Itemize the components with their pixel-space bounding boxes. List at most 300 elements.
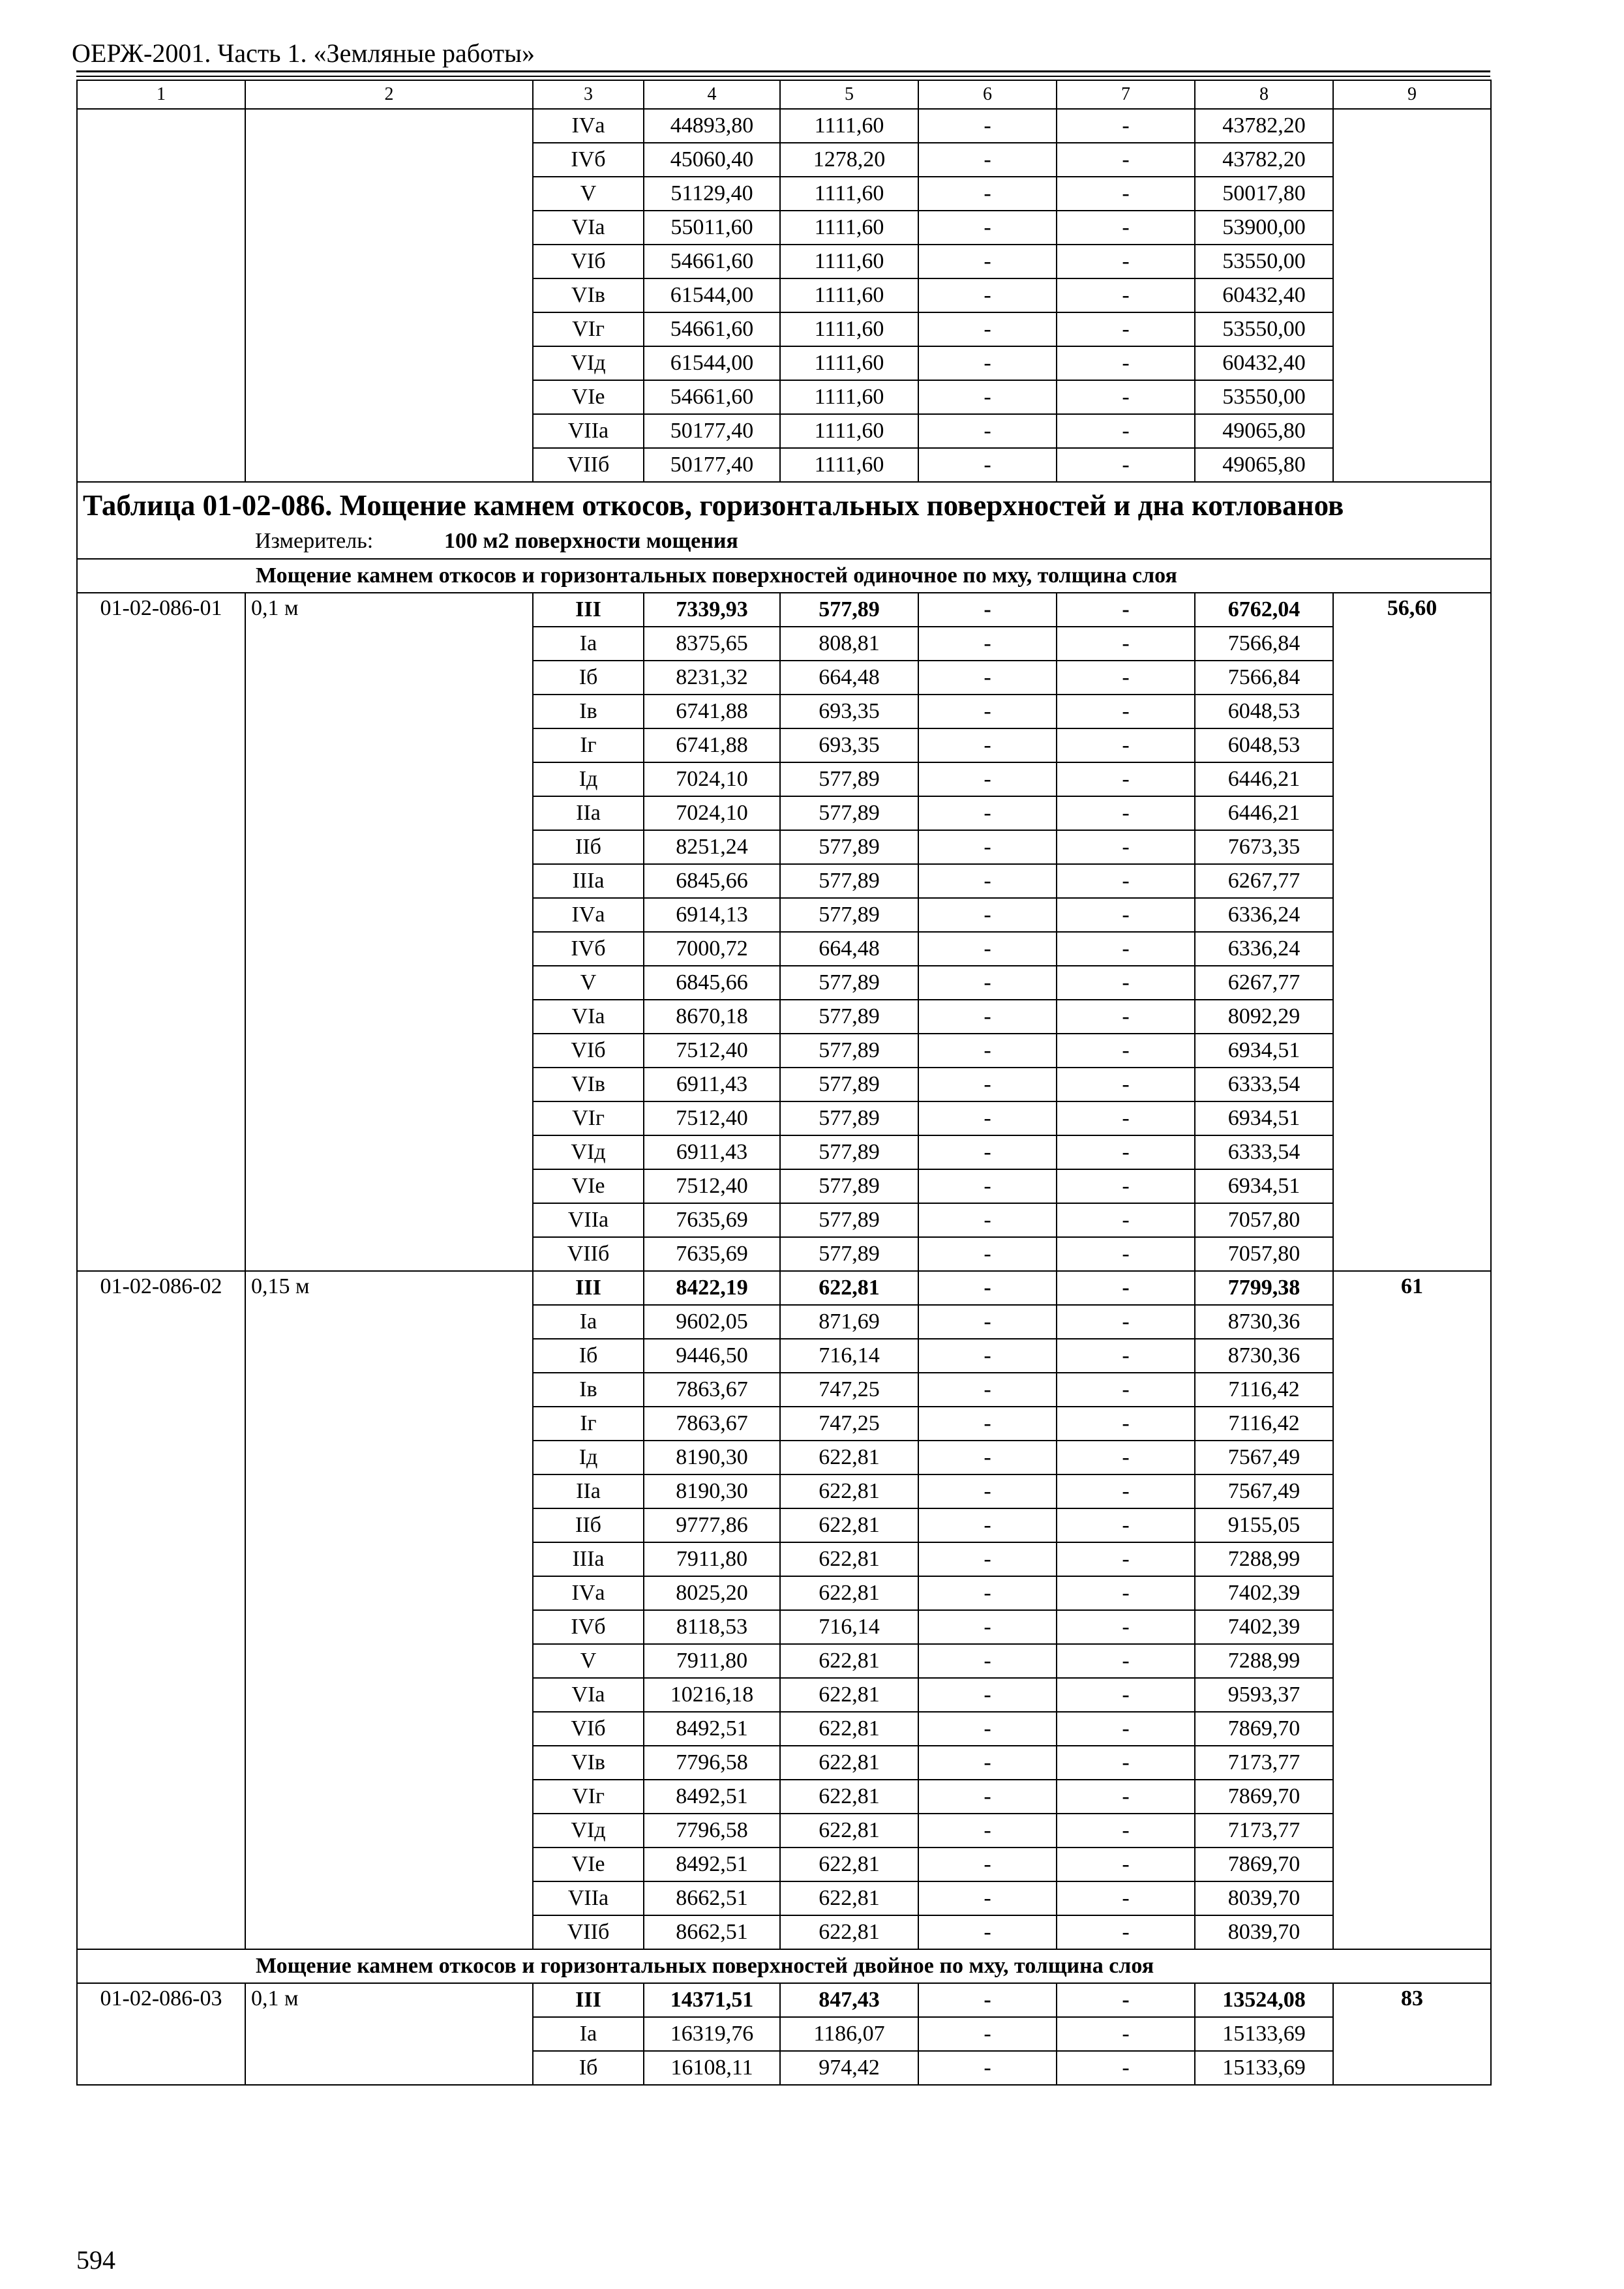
machine-wage-cell: - bbox=[1057, 414, 1195, 448]
column-number: 5 bbox=[780, 80, 918, 109]
material-cell: 6446,21 bbox=[1195, 762, 1333, 796]
wage-cell: 1111,60 bbox=[780, 380, 918, 414]
wage-cell: 577,89 bbox=[780, 796, 918, 830]
zone-cell: III bbox=[533, 593, 644, 627]
zone-cell: VIIб bbox=[533, 448, 644, 482]
wage-cell: 622,81 bbox=[780, 1678, 918, 1712]
desc-cell: 0,1 м bbox=[245, 593, 533, 1271]
total-cell: 6741,88 bbox=[644, 695, 780, 728]
material-cell: 7869,70 bbox=[1195, 1780, 1333, 1814]
wage-cell: 577,89 bbox=[780, 864, 918, 898]
zone-cell: Iв bbox=[533, 1373, 644, 1407]
zone-cell: Iг bbox=[533, 1407, 644, 1441]
wage-cell: 622,81 bbox=[780, 1780, 918, 1814]
machine-wage-cell: - bbox=[1057, 1203, 1195, 1237]
total-cell: 8251,24 bbox=[644, 830, 780, 864]
total-cell: 8190,30 bbox=[644, 1441, 780, 1474]
machine-wage-cell: - bbox=[1057, 1542, 1195, 1576]
wage-cell: 1111,60 bbox=[780, 211, 918, 245]
total-cell: 6845,66 bbox=[644, 966, 780, 1000]
zone-cell: Iб bbox=[533, 2051, 644, 2085]
page-number: 594 bbox=[76, 2245, 115, 2275]
machine-wage-cell: - bbox=[1057, 109, 1195, 143]
zone-cell: VIе bbox=[533, 380, 644, 414]
total-cell: 16319,76 bbox=[644, 2017, 780, 2051]
zone-cell: VIе bbox=[533, 1169, 644, 1203]
zone-cell: VIб bbox=[533, 1712, 644, 1746]
machine-cell: - bbox=[918, 1271, 1057, 1305]
machine-cell: - bbox=[918, 796, 1057, 830]
wage-cell: 622,81 bbox=[780, 1508, 918, 1542]
material-cell: 7116,42 bbox=[1195, 1407, 1333, 1441]
column-number: 3 bbox=[533, 80, 644, 109]
material-cell: 7288,99 bbox=[1195, 1542, 1333, 1576]
total-cell: 50177,40 bbox=[644, 414, 780, 448]
machine-wage-cell: - bbox=[1057, 2017, 1195, 2051]
wage-cell: 1111,60 bbox=[780, 414, 918, 448]
total-cell: 55011,60 bbox=[644, 211, 780, 245]
zone-cell: VIб bbox=[533, 245, 644, 278]
zone-cell: IVа bbox=[533, 898, 644, 932]
machine-wage-cell: - bbox=[1057, 1576, 1195, 1610]
total-cell: 7635,69 bbox=[644, 1237, 780, 1271]
material-cell: 53550,00 bbox=[1195, 380, 1333, 414]
machine-wage-cell: - bbox=[1057, 1237, 1195, 1271]
machine-wage-cell: - bbox=[1057, 695, 1195, 728]
total-cell: 51129,40 bbox=[644, 177, 780, 211]
table-row bbox=[77, 593, 1491, 627]
machine-cell: - bbox=[918, 966, 1057, 1000]
zone-cell: IVа bbox=[533, 1576, 644, 1610]
zone-cell: III bbox=[533, 1271, 644, 1305]
code-cell: 01-02-086-02 bbox=[77, 1271, 245, 1949]
total-cell: 7000,72 bbox=[644, 932, 780, 966]
material-cell: 50017,80 bbox=[1195, 177, 1333, 211]
machine-wage-cell: - bbox=[1057, 1441, 1195, 1474]
zone-cell: VIв bbox=[533, 1068, 644, 1101]
wage-cell: 622,81 bbox=[780, 1474, 918, 1508]
machine-cell: - bbox=[918, 143, 1057, 177]
total-cell: 7339,93 bbox=[644, 593, 780, 627]
machine-wage-cell: - bbox=[1057, 1101, 1195, 1135]
total-cell: 6845,66 bbox=[644, 864, 780, 898]
material-cell: 53900,00 bbox=[1195, 211, 1333, 245]
machine-wage-cell: - bbox=[1057, 1746, 1195, 1780]
machine-wage-cell: - bbox=[1057, 1068, 1195, 1101]
zone-cell: V bbox=[533, 1644, 644, 1678]
machine-cell: - bbox=[918, 1373, 1057, 1407]
wage-cell: 577,89 bbox=[780, 762, 918, 796]
machine-cell: - bbox=[918, 898, 1057, 932]
zone-cell: VIIа bbox=[533, 1203, 644, 1237]
total-cell: 8231,32 bbox=[644, 661, 780, 695]
wage-cell: 622,81 bbox=[780, 1814, 918, 1848]
total-cell: 7024,10 bbox=[644, 762, 780, 796]
total-cell: 54661,60 bbox=[644, 380, 780, 414]
zone-cell: Iа bbox=[533, 2017, 644, 2051]
labor-cell: 61 bbox=[1333, 1271, 1491, 1949]
machine-wage-cell: - bbox=[1057, 1169, 1195, 1203]
material-cell: 53550,00 bbox=[1195, 312, 1333, 346]
total-cell: 45060,40 bbox=[644, 143, 780, 177]
machine-cell: - bbox=[918, 1576, 1057, 1610]
machine-cell: - bbox=[918, 1407, 1057, 1441]
zone-cell: VIд bbox=[533, 346, 644, 380]
machine-wage-cell: - bbox=[1057, 1508, 1195, 1542]
machine-cell: - bbox=[918, 762, 1057, 796]
total-cell: 8492,51 bbox=[644, 1848, 780, 1881]
material-cell: 7673,35 bbox=[1195, 830, 1333, 864]
section-heading: Мощение камнем откосов и горизонтальных поверхностей двойное по мху, толщина слоя bbox=[77, 1949, 1491, 1983]
total-cell: 6741,88 bbox=[644, 728, 780, 762]
machine-cell: - bbox=[918, 346, 1057, 380]
machine-cell: - bbox=[918, 1237, 1057, 1271]
material-cell: 7567,49 bbox=[1195, 1441, 1333, 1474]
table-title-row bbox=[77, 482, 1491, 559]
machine-cell: - bbox=[918, 1848, 1057, 1881]
total-cell: 7911,80 bbox=[644, 1644, 780, 1678]
zone-cell: IIб bbox=[533, 1508, 644, 1542]
zone-cell: VIа bbox=[533, 211, 644, 245]
total-cell: 9446,50 bbox=[644, 1339, 780, 1373]
section-heading: Мощение камнем откосов и горизонтальных поверхностей одиночное по мху, толщина слоя bbox=[77, 559, 1491, 593]
wage-cell: 1111,60 bbox=[780, 312, 918, 346]
machine-wage-cell: - bbox=[1057, 177, 1195, 211]
wage-cell: 747,25 bbox=[780, 1373, 918, 1407]
zone-cell: IVб bbox=[533, 932, 644, 966]
machine-cell: - bbox=[918, 1712, 1057, 1746]
material-cell: 8039,70 bbox=[1195, 1881, 1333, 1915]
wage-cell: 577,89 bbox=[780, 1135, 918, 1169]
total-cell: 8025,20 bbox=[644, 1576, 780, 1610]
wage-cell: 622,81 bbox=[780, 1644, 918, 1678]
total-cell: 8190,30 bbox=[644, 1474, 780, 1508]
total-cell: 8662,51 bbox=[644, 1915, 780, 1949]
material-cell: 6934,51 bbox=[1195, 1101, 1333, 1135]
code-cell bbox=[77, 109, 245, 482]
machine-wage-cell: - bbox=[1057, 211, 1195, 245]
total-cell: 7863,67 bbox=[644, 1407, 780, 1441]
table-row bbox=[77, 1271, 1491, 1305]
wage-cell: 808,81 bbox=[780, 627, 918, 661]
zone-cell: VIг bbox=[533, 1780, 644, 1814]
zone-cell: VIд bbox=[533, 1135, 644, 1169]
total-cell: 54661,60 bbox=[644, 245, 780, 278]
total-cell: 8662,51 bbox=[644, 1881, 780, 1915]
total-cell: 7796,58 bbox=[644, 1814, 780, 1848]
machine-cell: - bbox=[918, 1746, 1057, 1780]
zone-cell: VIIб bbox=[533, 1915, 644, 1949]
machine-wage-cell: - bbox=[1057, 2051, 1195, 2085]
machine-cell: - bbox=[918, 1915, 1057, 1949]
machine-wage-cell: - bbox=[1057, 661, 1195, 695]
material-cell: 9155,05 bbox=[1195, 1508, 1333, 1542]
wage-cell: 693,35 bbox=[780, 728, 918, 762]
machine-cell: - bbox=[918, 1881, 1057, 1915]
zone-cell: Iб bbox=[533, 661, 644, 695]
material-cell: 53550,00 bbox=[1195, 245, 1333, 278]
machine-wage-cell: - bbox=[1057, 830, 1195, 864]
machine-wage-cell: - bbox=[1057, 1712, 1195, 1746]
wage-cell: 577,89 bbox=[780, 1169, 918, 1203]
desc-cell: 0,1 м bbox=[245, 1983, 533, 2085]
wage-cell: 693,35 bbox=[780, 695, 918, 728]
material-cell: 6048,53 bbox=[1195, 728, 1333, 762]
total-cell: 7512,40 bbox=[644, 1034, 780, 1068]
zone-cell: V bbox=[533, 177, 644, 211]
machine-wage-cell: - bbox=[1057, 278, 1195, 312]
total-cell: 7911,80 bbox=[644, 1542, 780, 1576]
zone-cell: V bbox=[533, 966, 644, 1000]
material-cell: 9593,37 bbox=[1195, 1678, 1333, 1712]
total-cell: 8422,19 bbox=[644, 1271, 780, 1305]
column-number: 6 bbox=[918, 80, 1057, 109]
machine-cell: - bbox=[918, 2017, 1057, 2051]
wage-cell: 622,81 bbox=[780, 1712, 918, 1746]
machine-wage-cell: - bbox=[1057, 1034, 1195, 1068]
machine-wage-cell: - bbox=[1057, 1474, 1195, 1508]
machine-cell: - bbox=[918, 1508, 1057, 1542]
table-title-cell bbox=[77, 482, 1491, 559]
wage-cell: 577,89 bbox=[780, 1101, 918, 1135]
total-cell: 9777,86 bbox=[644, 1508, 780, 1542]
total-cell: 50177,40 bbox=[644, 448, 780, 482]
wage-cell: 747,25 bbox=[780, 1407, 918, 1441]
zone-cell: IIб bbox=[533, 830, 644, 864]
machine-cell: - bbox=[918, 1610, 1057, 1644]
wage-cell: 622,81 bbox=[780, 1848, 918, 1881]
total-cell: 61544,00 bbox=[644, 346, 780, 380]
material-cell: 43782,20 bbox=[1195, 109, 1333, 143]
unit-line bbox=[83, 527, 1485, 556]
machine-cell: - bbox=[918, 177, 1057, 211]
zone-cell: VIв bbox=[533, 1746, 644, 1780]
machine-cell: - bbox=[918, 211, 1057, 245]
material-cell: 6267,77 bbox=[1195, 966, 1333, 1000]
section-heading-row bbox=[77, 1949, 1491, 1983]
machine-cell: - bbox=[918, 1678, 1057, 1712]
price-table bbox=[76, 80, 1492, 2086]
machine-cell: - bbox=[918, 245, 1057, 278]
machine-wage-cell: - bbox=[1057, 796, 1195, 830]
machine-cell: - bbox=[918, 728, 1057, 762]
material-cell: 15133,69 bbox=[1195, 2017, 1333, 2051]
machine-cell: - bbox=[918, 1474, 1057, 1508]
machine-wage-cell: - bbox=[1057, 448, 1195, 482]
table-title: Таблица 01-02-086. Мощение камнем откосов, горизонтальных поверхностей и дна котлованов bbox=[83, 489, 1344, 522]
machine-cell: - bbox=[918, 1101, 1057, 1135]
wage-cell: 871,69 bbox=[780, 1305, 918, 1339]
material-cell: 7402,39 bbox=[1195, 1610, 1333, 1644]
total-cell: 8118,53 bbox=[644, 1610, 780, 1644]
total-cell: 7024,10 bbox=[644, 796, 780, 830]
machine-wage-cell: - bbox=[1057, 1780, 1195, 1814]
desc-cell bbox=[245, 109, 533, 482]
material-cell: 7869,70 bbox=[1195, 1712, 1333, 1746]
machine-cell: - bbox=[918, 1000, 1057, 1034]
material-cell: 13524,08 bbox=[1195, 1983, 1333, 2017]
zone-cell: VIб bbox=[533, 1034, 644, 1068]
machine-wage-cell: - bbox=[1057, 1135, 1195, 1169]
zone-cell: VIа bbox=[533, 1678, 644, 1712]
machine-cell: - bbox=[918, 278, 1057, 312]
column-number: 2 bbox=[245, 80, 533, 109]
machine-cell: - bbox=[918, 1644, 1057, 1678]
material-cell: 43782,20 bbox=[1195, 143, 1333, 177]
machine-wage-cell: - bbox=[1057, 380, 1195, 414]
wage-cell: 577,89 bbox=[780, 1000, 918, 1034]
zone-cell: IVб bbox=[533, 1610, 644, 1644]
machine-wage-cell: - bbox=[1057, 966, 1195, 1000]
total-cell: 7863,67 bbox=[644, 1373, 780, 1407]
header-rule-thin bbox=[76, 76, 1490, 77]
section-heading-row bbox=[77, 559, 1491, 593]
material-cell: 6336,24 bbox=[1195, 898, 1333, 932]
wage-cell: 622,81 bbox=[780, 1271, 918, 1305]
machine-cell: - bbox=[918, 932, 1057, 966]
header-rule bbox=[76, 70, 1490, 72]
total-cell: 6914,13 bbox=[644, 898, 780, 932]
machine-cell: - bbox=[918, 109, 1057, 143]
zone-cell: VIв bbox=[533, 278, 644, 312]
zone-cell: Iв bbox=[533, 695, 644, 728]
machine-cell: - bbox=[918, 1034, 1057, 1068]
wage-cell: 847,43 bbox=[780, 1983, 918, 2017]
wage-cell: 1278,20 bbox=[780, 143, 918, 177]
column-number: 4 bbox=[644, 80, 780, 109]
wage-cell: 716,14 bbox=[780, 1610, 918, 1644]
wage-cell: 577,89 bbox=[780, 898, 918, 932]
material-cell: 7173,77 bbox=[1195, 1814, 1333, 1848]
wage-cell: 577,89 bbox=[780, 830, 918, 864]
material-cell: 7799,38 bbox=[1195, 1271, 1333, 1305]
zone-cell: VIIа bbox=[533, 1881, 644, 1915]
zone-cell: IVб bbox=[533, 143, 644, 177]
material-cell: 6934,51 bbox=[1195, 1034, 1333, 1068]
material-cell: 7869,70 bbox=[1195, 1848, 1333, 1881]
total-cell: 8492,51 bbox=[644, 1780, 780, 1814]
wage-cell: 716,14 bbox=[780, 1339, 918, 1373]
machine-cell: - bbox=[918, 593, 1057, 627]
column-number: 8 bbox=[1195, 80, 1333, 109]
machine-wage-cell: - bbox=[1057, 1339, 1195, 1373]
total-cell: 8492,51 bbox=[644, 1712, 780, 1746]
wage-cell: 622,81 bbox=[780, 1881, 918, 1915]
total-cell: 7635,69 bbox=[644, 1203, 780, 1237]
wage-cell: 974,42 bbox=[780, 2051, 918, 2085]
wage-cell: 622,81 bbox=[780, 1915, 918, 1949]
material-cell: 49065,80 bbox=[1195, 414, 1333, 448]
total-cell: 8670,18 bbox=[644, 1000, 780, 1034]
wage-cell: 1111,60 bbox=[780, 177, 918, 211]
machine-wage-cell: - bbox=[1057, 1271, 1195, 1305]
machine-cell: - bbox=[918, 1814, 1057, 1848]
zone-cell: VIа bbox=[533, 1000, 644, 1034]
material-cell: 49065,80 bbox=[1195, 448, 1333, 482]
material-cell: 7402,39 bbox=[1195, 1576, 1333, 1610]
running-header: ОЕРЖ-2001. Часть 1. «Земляные работы» bbox=[72, 38, 535, 68]
machine-cell: - bbox=[918, 1169, 1057, 1203]
machine-cell: - bbox=[918, 1542, 1057, 1576]
zone-cell: Iг bbox=[533, 728, 644, 762]
wage-cell: 577,89 bbox=[780, 966, 918, 1000]
material-cell: 7567,49 bbox=[1195, 1474, 1333, 1508]
machine-wage-cell: - bbox=[1057, 1848, 1195, 1881]
zone-cell: VIг bbox=[533, 312, 644, 346]
column-number: 9 bbox=[1333, 80, 1491, 109]
machine-cell: - bbox=[918, 627, 1057, 661]
machine-cell: - bbox=[918, 1305, 1057, 1339]
machine-wage-cell: - bbox=[1057, 593, 1195, 627]
machine-cell: - bbox=[918, 661, 1057, 695]
zone-cell: VIIб bbox=[533, 1237, 644, 1271]
code-cell: 01-02-086-03 bbox=[77, 1983, 245, 2085]
code-cell: 01-02-086-01 bbox=[77, 593, 245, 1271]
zone-cell: IVа bbox=[533, 109, 644, 143]
zone-cell: IIIа bbox=[533, 864, 644, 898]
machine-wage-cell: - bbox=[1057, 1678, 1195, 1712]
machine-wage-cell: - bbox=[1057, 1610, 1195, 1644]
labor-cell bbox=[1333, 109, 1491, 482]
zone-cell: Iб bbox=[533, 1339, 644, 1373]
zone-cell: III bbox=[533, 1983, 644, 2017]
labor-cell: 83 bbox=[1333, 1983, 1491, 2085]
total-cell: 14371,51 bbox=[644, 1983, 780, 2017]
zone-cell: VIг bbox=[533, 1101, 644, 1135]
machine-cell: - bbox=[918, 448, 1057, 482]
machine-cell: - bbox=[918, 1780, 1057, 1814]
zone-cell: IIа bbox=[533, 1474, 644, 1508]
machine-cell: - bbox=[918, 2051, 1057, 2085]
material-cell: 7116,42 bbox=[1195, 1373, 1333, 1407]
machine-wage-cell: - bbox=[1057, 728, 1195, 762]
machine-wage-cell: - bbox=[1057, 143, 1195, 177]
total-cell: 7512,40 bbox=[644, 1101, 780, 1135]
machine-wage-cell: - bbox=[1057, 245, 1195, 278]
machine-cell: - bbox=[918, 864, 1057, 898]
total-cell: 10216,18 bbox=[644, 1678, 780, 1712]
machine-cell: - bbox=[918, 1339, 1057, 1373]
material-cell: 6446,21 bbox=[1195, 796, 1333, 830]
wage-cell: 1111,60 bbox=[780, 109, 918, 143]
machine-cell: - bbox=[918, 695, 1057, 728]
machine-wage-cell: - bbox=[1057, 627, 1195, 661]
machine-cell: - bbox=[918, 1441, 1057, 1474]
wage-cell: 1111,60 bbox=[780, 448, 918, 482]
wage-cell: 577,89 bbox=[780, 1068, 918, 1101]
machine-wage-cell: - bbox=[1057, 1407, 1195, 1441]
total-cell: 7796,58 bbox=[644, 1746, 780, 1780]
wage-cell: 1111,60 bbox=[780, 245, 918, 278]
machine-wage-cell: - bbox=[1057, 346, 1195, 380]
machine-cell: - bbox=[918, 414, 1057, 448]
material-cell: 6267,77 bbox=[1195, 864, 1333, 898]
machine-wage-cell: - bbox=[1057, 762, 1195, 796]
wage-cell: 1111,60 bbox=[780, 346, 918, 380]
material-cell: 7288,99 bbox=[1195, 1644, 1333, 1678]
material-cell: 6336,24 bbox=[1195, 932, 1333, 966]
labor-cell: 56,60 bbox=[1333, 593, 1491, 1271]
machine-wage-cell: - bbox=[1057, 1915, 1195, 1949]
unit-value: 100 м2 поверхности мощения bbox=[444, 529, 738, 553]
zone-cell: VIе bbox=[533, 1848, 644, 1881]
material-cell: 15133,69 bbox=[1195, 2051, 1333, 2085]
zone-cell: Iа bbox=[533, 627, 644, 661]
unit-label: Измеритель: bbox=[255, 529, 374, 553]
table-row bbox=[77, 1983, 1491, 2017]
total-cell: 7512,40 bbox=[644, 1169, 780, 1203]
wage-cell: 1111,60 bbox=[780, 278, 918, 312]
